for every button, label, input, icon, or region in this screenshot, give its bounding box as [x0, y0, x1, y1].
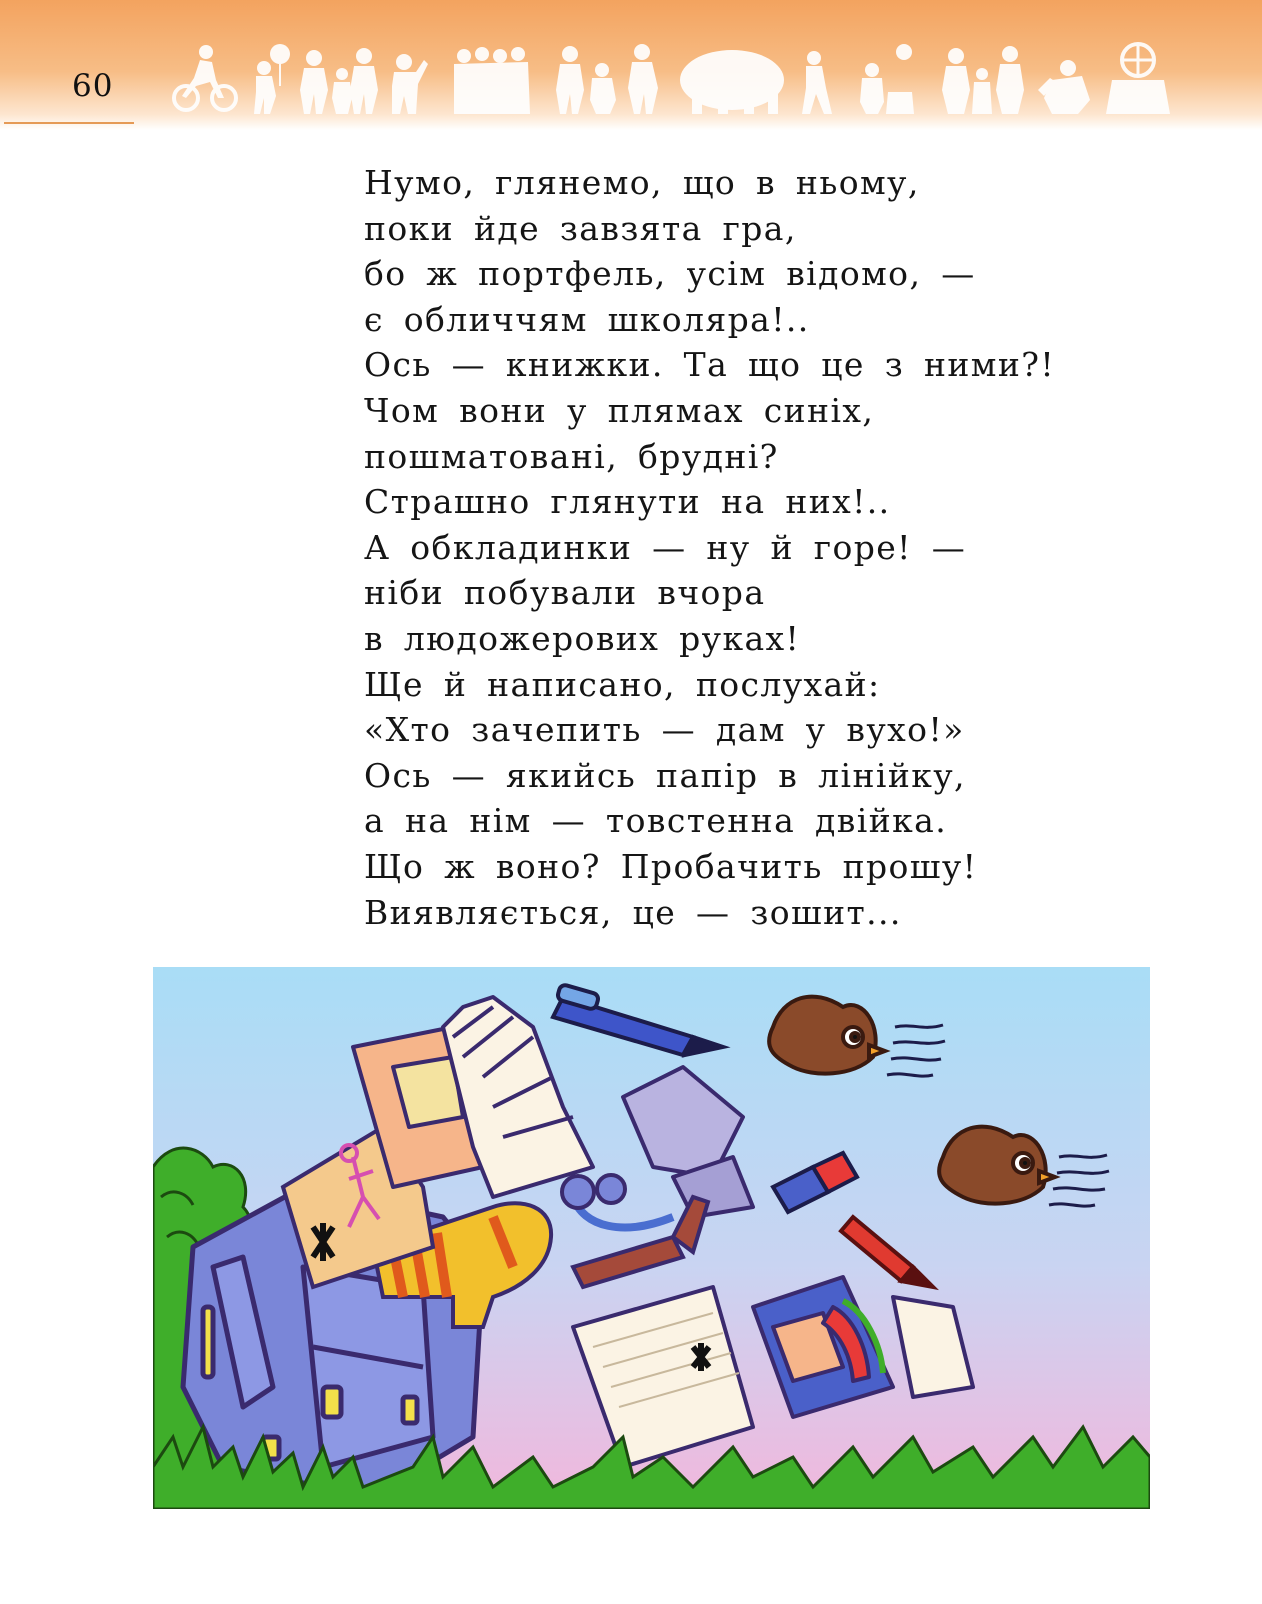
poem-line: Нумо, глянемо, що в ньому,: [364, 163, 920, 202]
poem-line: в людожерових руках!: [364, 618, 801, 658]
page-number-rule: [4, 122, 134, 124]
poem-line: Що ж воно? Пробачить прошу!: [364, 846, 978, 886]
family-holding-hands-icon: [942, 46, 1024, 114]
poem-line: поки йде завзята гра,: [364, 208, 797, 248]
poem-line: Ще й написано, послухай:: [364, 664, 881, 704]
poem-line: Ось — книжки. Та що це з ними?!: [364, 345, 1055, 385]
poem-line: А обкладинки — ну й горе! —: [364, 527, 967, 567]
illustration: [153, 967, 1150, 1509]
page-number: 60: [72, 68, 114, 104]
poem-line: є обличчям школяра!..: [364, 299, 810, 339]
cyclist-icon: [174, 45, 236, 110]
poem-line: Ось — якийсь папір в лінійку,: [364, 755, 966, 795]
poem-line: Чом вони у плямах синіх,: [364, 390, 875, 430]
parent-child-icon: [556, 44, 658, 114]
sun-family-icon: [860, 44, 914, 114]
child-walking-icon: [802, 51, 832, 114]
poem-line: ніби побували вчора: [364, 573, 766, 613]
crowd-icon: [454, 47, 530, 114]
poem-line: бо ж портфель, усім відомо, —: [364, 254, 976, 294]
poem-line: Страшно глянути на них!..: [364, 482, 891, 522]
poem-text: [364, 160, 1164, 935]
child-balloon-icon: [254, 44, 290, 114]
planting-icon: [1038, 60, 1090, 114]
poem-line: а на нім — товстенна двійка.: [364, 801, 948, 841]
family-icon: [300, 48, 378, 114]
teacher-icon: [392, 54, 428, 114]
poem-line: пошматовані, брудні?: [364, 436, 779, 476]
poem-line: Виявляється, це — зошит...: [364, 892, 902, 932]
group-icon: [680, 50, 784, 114]
globe-icon: [1106, 44, 1170, 114]
header-silhouettes: [172, 40, 1182, 116]
poem-line: «Хто зачепить — дам у вухо!»: [364, 710, 965, 750]
